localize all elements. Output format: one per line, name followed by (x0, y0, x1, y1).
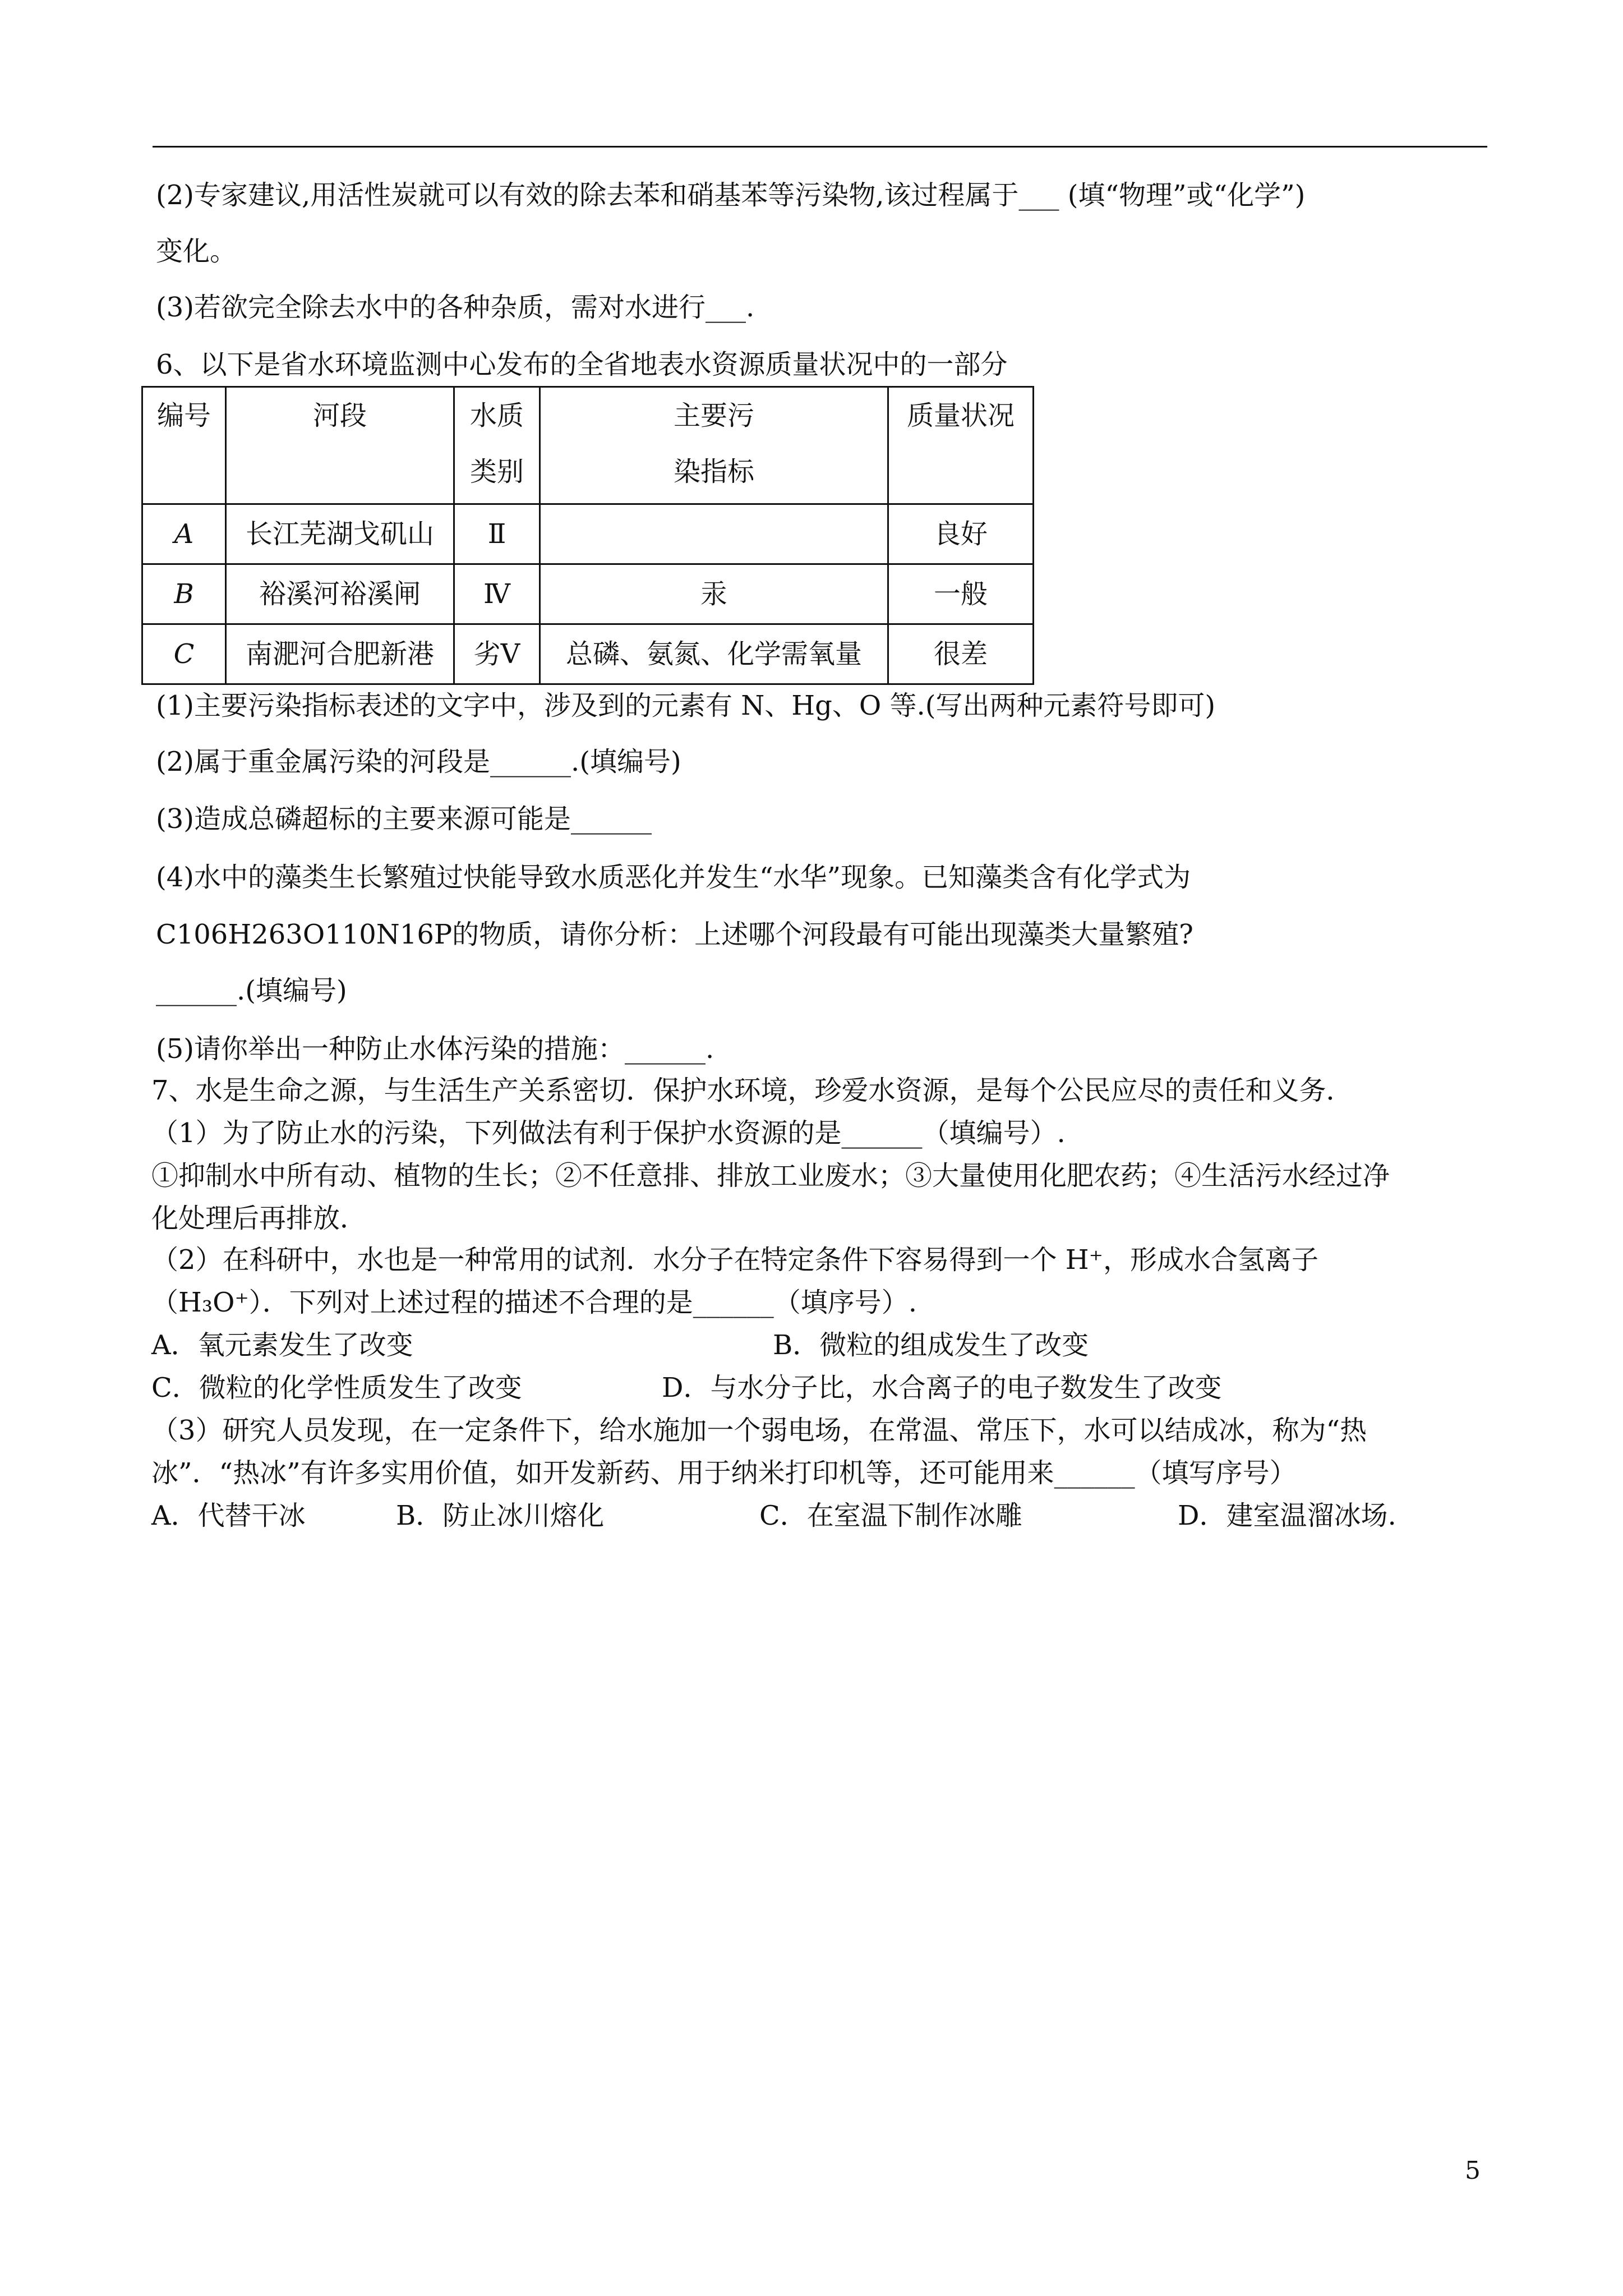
question-7-intro: 7、水是生命之源，与生活生产关系密切．保护水环境，珍爱水资源，是每个公民应尽的责任和义务． (151, 1075, 1353, 1106)
choice-a: A．代替干冰 (151, 1500, 306, 1531)
option-c: C．微粒的化学性质发生了改变 (151, 1372, 522, 1404)
option-b: B．微粒的组成发生了改变 (773, 1329, 1089, 1361)
question-7-part-2-cont: （H₃O⁺）．下列对上述过程的描述不合理的是______（填序号）. (151, 1287, 917, 1318)
cell-quality: 良好 (888, 504, 1034, 564)
water-quality-table (141, 386, 1034, 685)
header-pollution-index: 主要污 染指标 (540, 387, 888, 504)
cell-pollution-index (540, 504, 888, 564)
question-5-part-3: (3)若欲完全除去水中的各种杂质，需对水进行___. (156, 292, 755, 323)
choice-d: D．建室温溜冰场. (1178, 1500, 1396, 1531)
question-6-part-4-answer: ______.(填编号) (156, 975, 347, 1006)
table-row (142, 564, 1034, 624)
question-6-part-2: (2)属于重金属污染的河段是______.(填编号) (156, 746, 681, 777)
question-7-part-1-options: ①抑制水中所有动、植物的生长；②不任意排、排放工业废水；③大量使用化肥农药；④生活污水经过净 (151, 1160, 1390, 1191)
cell-pollution-index: 汞 (540, 564, 888, 624)
header-river-section: 河段 (226, 387, 454, 504)
cell-id: C (142, 624, 226, 684)
question-7-part-1: （1）为了防止水的污染，下列做法有利于保护水资源的是______（填编号）. (151, 1117, 1066, 1149)
cell-quality: 很差 (888, 624, 1034, 684)
header-water-class: 水质 类别 (454, 387, 540, 504)
header-id: 编号 (142, 387, 226, 504)
question-5-part-2-cont: 变化。 (156, 236, 237, 267)
cell-water-class: Ⅱ (454, 504, 540, 564)
cell-river-section: 南淝河合肥新港 (226, 624, 454, 684)
header-rule (153, 146, 1487, 148)
cell-river-section: 裕溪河裕溪闸 (226, 564, 454, 624)
option-d: D．与水分子比，水合离子的电子数发生了改变 (662, 1372, 1222, 1404)
page-number: 5 (1465, 2156, 1481, 2185)
cell-water-class: 劣Ⅴ (454, 624, 540, 684)
cell-id: B (142, 564, 226, 624)
question-7-part-3-cont: 冰”．“热冰”有许多实用价值，如开发新药、用于纳米打印机等，还可能用来______（填写序号） (151, 1457, 1297, 1489)
option-a: A．氧元素发生了改变 (151, 1329, 413, 1361)
question-6-intro: 6、以下是省水环境监测中心发布的全省地表水资源质量状况中的一部分 (156, 349, 1008, 380)
question-6-part-4: (4)水中的藻类生长繁殖过快能导致水质恶化并发生“水华”现象。已知藻类含有化学式为 (156, 862, 1191, 893)
choice-c: C．在室温下制作冰雕 (759, 1500, 1022, 1531)
question-5-part-2: (2)专家建议,用活性炭就可以有效的除去苯和硝基苯等污染物,该过程属于___ (填“物理”或“化学”) (156, 180, 1306, 211)
table-header-row (142, 387, 1034, 504)
choice-b: B．防止冰川熔化 (396, 1500, 605, 1531)
table-row (142, 624, 1034, 684)
question-7-part-3: （3）研究人员发现，在一定条件下，给水施加一个弱电场，在常温、常压下，水可以结成冰，称为“热 (151, 1415, 1367, 1446)
question-6-part-1: (1)主要污染指标表述的文字中，涉及到的元素有 N、Hg、O 等.(写出两种元素符号即可) (156, 690, 1216, 721)
header-quality: 质量状况 (888, 387, 1034, 504)
table-row (142, 504, 1034, 564)
cell-quality: 一般 (888, 564, 1034, 624)
question-6-part-4-formula-line: C106H263O110N16P的物质，请你分析：上述哪个河段最有可能出现藻类大量繁殖? (156, 919, 1193, 950)
question-7-part-2: （2）在科研中，水也是一种常用的试剂．水分子在特定条件下容易得到一个 H⁺，形成水合氢离子 (151, 1244, 1318, 1276)
cell-pollution-index: 总磷、氨氮、化学需氧量 (540, 624, 888, 684)
cell-water-class: Ⅳ (454, 564, 540, 624)
cell-river-section: 长江芜湖戈矶山 (226, 504, 454, 564)
question-6-part-3: (3)造成总磷超标的主要来源可能是______ (156, 803, 652, 835)
question-7-part-1-options-cont: 化处理后再排放． (151, 1203, 367, 1234)
question-6-part-5: (5)请你举出一种防止水体污染的措施：______. (156, 1033, 714, 1065)
cell-id: A (142, 504, 226, 564)
